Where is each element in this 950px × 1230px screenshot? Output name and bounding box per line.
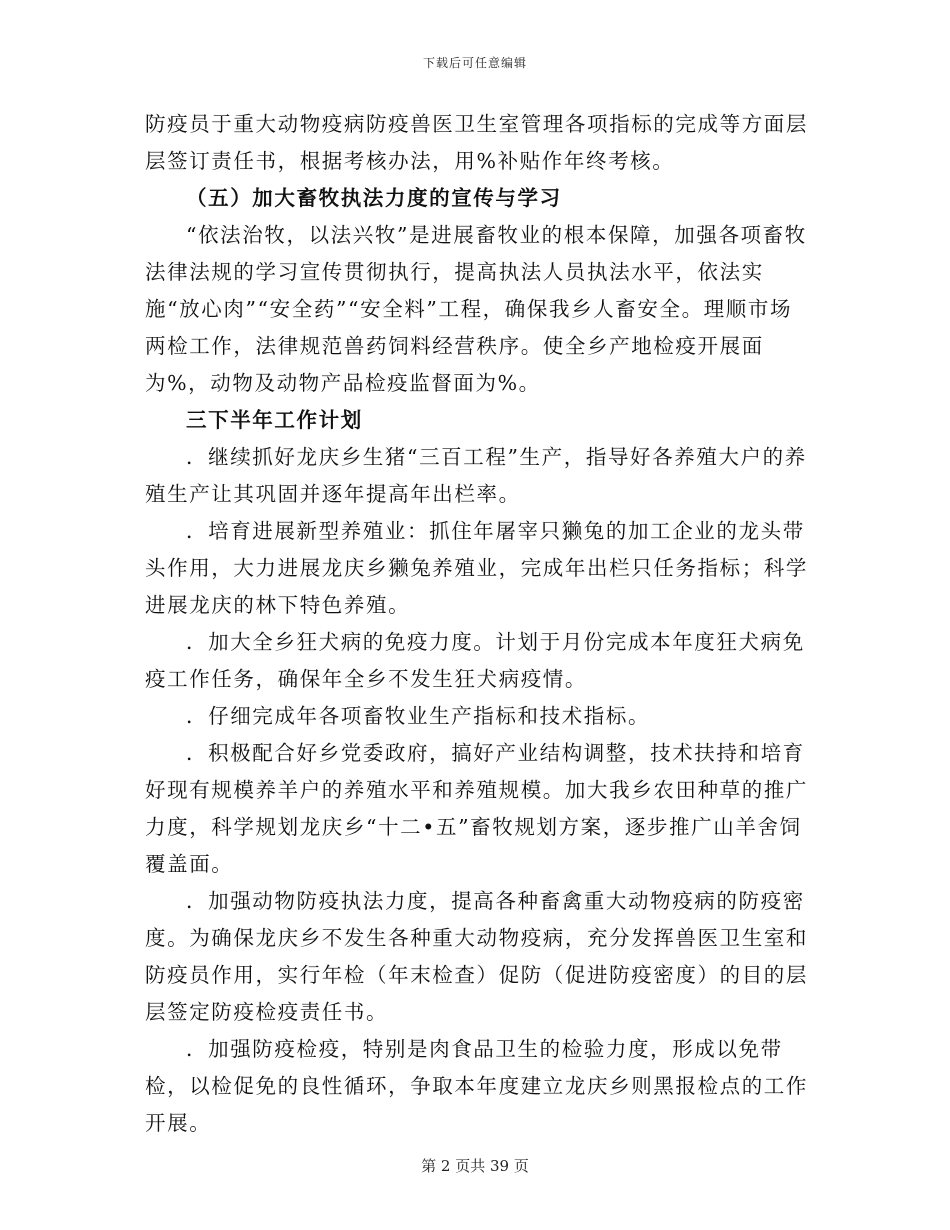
page-header-note: 下载后可任意编辑 (422, 56, 527, 70)
plan-item-5: ．积极配合好乡党委政府，搞好产业结构调整，技术扶持和培育好现有规模养羊户的养殖水平和养殖规模。加大我乡农田种草的推广力度，科学规划龙庆乡“十二•五”畜牧规划方案，逐步推广山羊舍饲覆盖面。 (145, 741, 808, 876)
plan-item-2: ．培育进展新型养殖业：抓住年屠宰只獭兔的加工企业的龙头带头作用，大力进展龙庆乡獭兔养殖业，完成年出栏只任务指标；科学进展龙庆的林下特色养殖。 (145, 519, 808, 617)
plan-item-4: ．仔细完成年各项畜牧业生产指标和技术指标。 (186, 704, 651, 728)
page-number: 第 2 页共 39 页 (421, 1157, 529, 1175)
plan-item-7: ．加强防疫检疫，特别是肉食品卫生的检验力度，形成以免带检，以检促免的良性循环，争取本年度建立龙庆乡则黑报检点的工作开展。 (145, 1037, 808, 1135)
section-heading-plan: 三下半年工作计划 (186, 408, 363, 432)
plan-item-3: ．加大全乡狂犬病的免疫力度。计划于月份完成本年度狂犬病免疫工作任务，确保年全乡不发生狂犬病疫情。 (145, 630, 805, 691)
section-heading-five: （五）加大畜牧执法力度的宣传与学习 (186, 186, 562, 210)
document-body (145, 106, 813, 1142)
paragraph-law-enforcement: “依法治牧，以法兴牧”是进展畜牧业的根本保障，加强各项畜牧法律法规的学习宣传贯彻执行，提高执法人员执法水平，依法实施“放心肉”“安全药”“安全料”工程，确保我乡人畜安全。理顺市场两检工作，法律规范兽药饲料经营秩序。使全乡产地检疫开展面为%，动物及动物产品检疫监督面为%。 (145, 223, 807, 395)
plan-item-6: ．加强动物防疫执法力度，提高各种畜禽重大动物疫病的防疫密度。为确保龙庆乡不发生各种重大动物疫病，充分发挥兽医卫生室和防疫员作用，实行年检（年末检查）促防（促进防疫密度）的目的层层签定防疫检疫责任书。 (145, 889, 808, 1024)
paragraph-continuation: 防疫员于重大动物疫病防疫兽医卫生室管理各项指标的完成等方面层层签订责任书，根据考核办法，用%补贴作年终考核。 (145, 112, 808, 173)
plan-item-1: ．继续抓好龙庆乡生猪“三百工程”生产，指导好各养殖大户的养殖生产让其巩固并逐年提高年出栏率。 (145, 445, 807, 506)
